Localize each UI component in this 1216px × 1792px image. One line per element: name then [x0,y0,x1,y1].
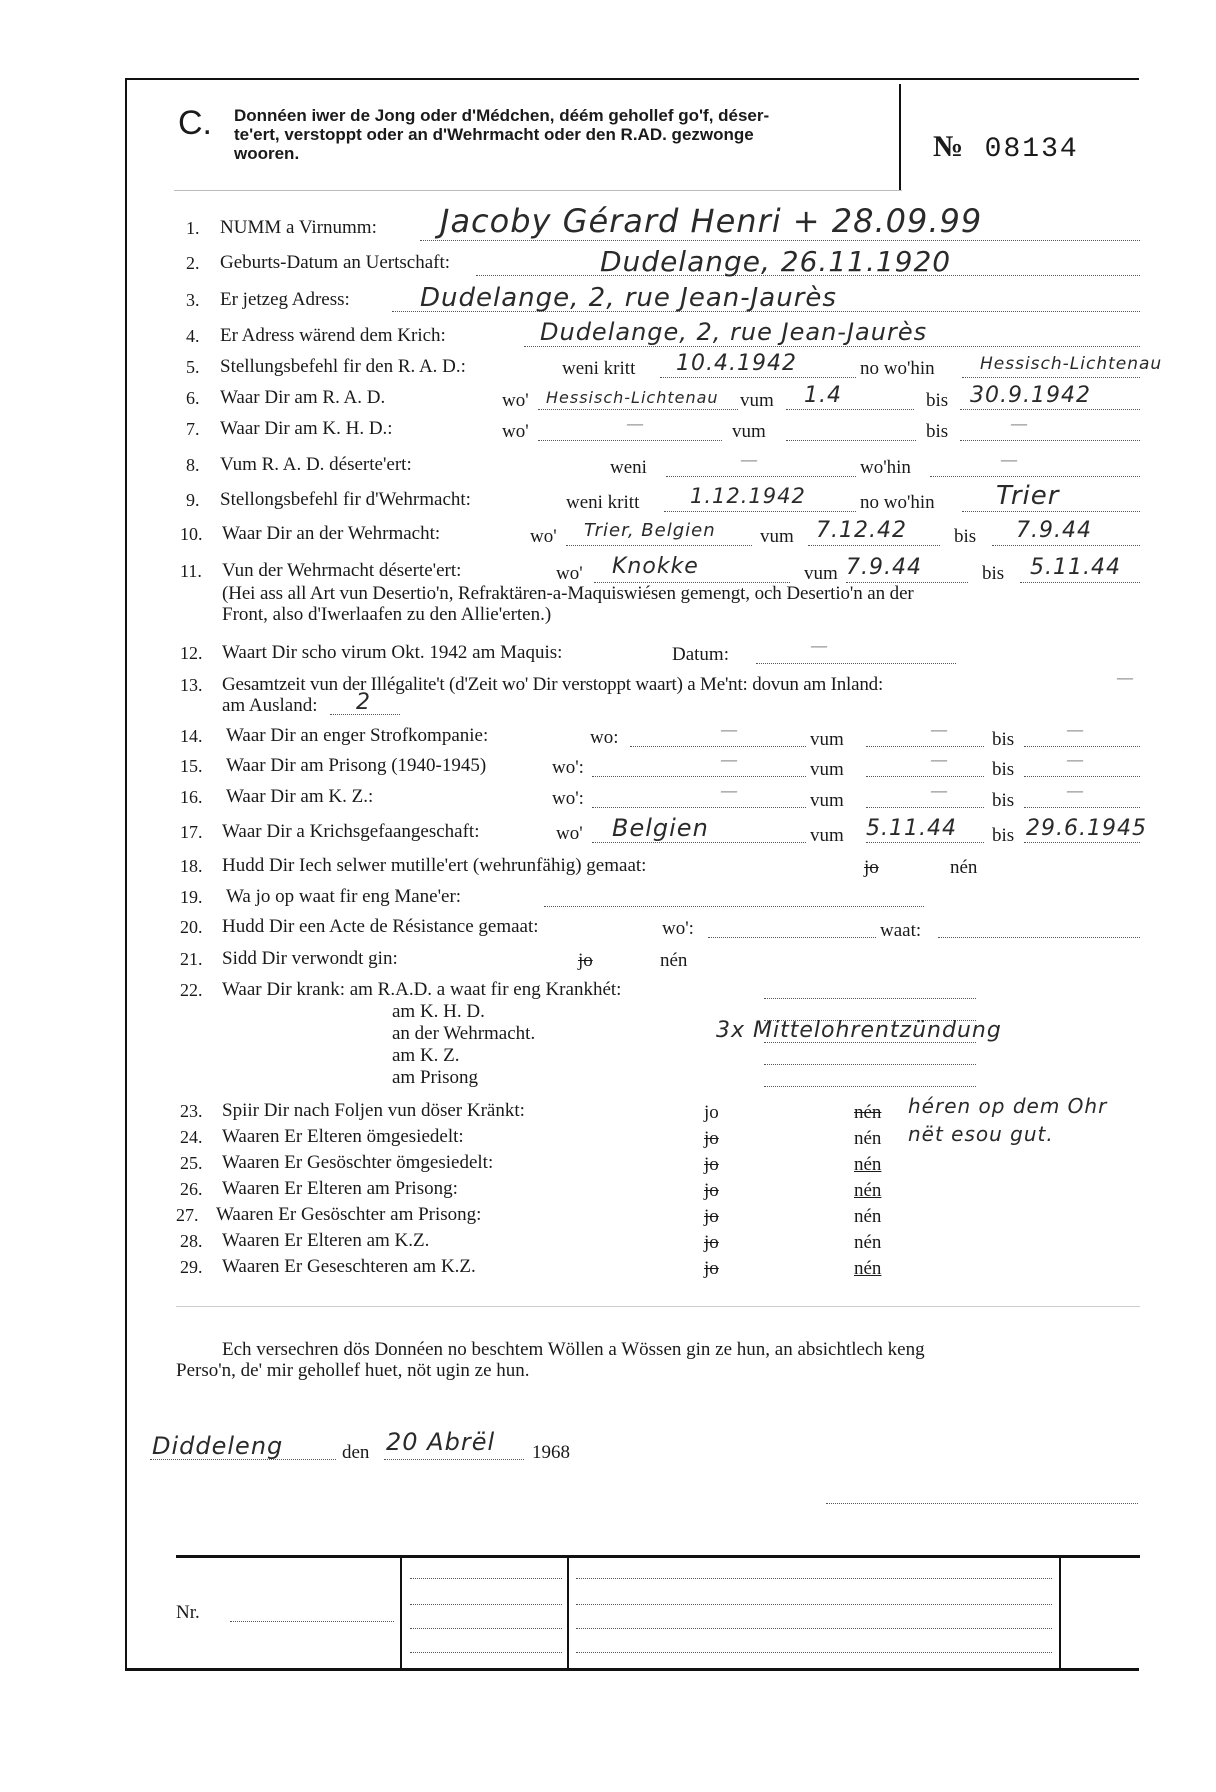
row-dots [566,545,752,546]
row-dots [764,1064,976,1065]
form-number [933,130,1079,165]
option-nen: nén [854,1206,882,1227]
row-label: Vum R. A. D. déserte'ert: [220,454,412,475]
row-number: 20. [180,917,203,937]
row-dots [756,663,956,664]
row-number: 8. [186,455,200,475]
row-number: 12. [180,643,203,663]
field-label: wo': [552,757,584,778]
option-jo: jo [704,1180,719,1201]
option-jo: jo [704,1128,719,1149]
row-number: 22. [180,980,203,1000]
row-number: 1. [186,218,200,238]
field-label: vum [810,759,844,780]
number-sign: № [933,130,964,163]
field-value: Knokke [612,554,699,579]
row-dots [666,476,856,477]
field-value: Belgien [612,814,709,842]
form-frame-bottom [125,1668,1139,1671]
birth-value: Dudelange, 26.11.1920 [600,245,952,278]
row-dots [524,346,1140,347]
row-dots [576,1604,1052,1605]
row-dots [230,1621,394,1622]
field-label: wo' [502,390,529,411]
row-dots [866,807,984,808]
war-address-value: Dudelange, 2, rue Jean-Jaurès [540,318,928,346]
sub-label: am K. H. D. [392,1001,485,1022]
row-label: Stellongsbefehl fir d'Wehrmacht: [220,489,471,510]
field-label: wo' [530,526,557,547]
row-note: héren op dem Ohr [908,1094,1108,1118]
signature-date: 20 Abrël [386,1428,496,1456]
row-dots [544,906,924,907]
field-label: bis [992,790,1015,811]
row-number: 11. [180,561,202,581]
row-dots [764,998,976,999]
row-number: 24. [180,1127,203,1147]
field-value: 30.9.1942 [970,383,1091,408]
row-number: 4. [186,326,200,346]
row-label: Sidd Dir verwondt gin: [222,948,398,969]
field-value: 7.9.44 [1016,518,1092,543]
signature-place: Diddeleng [152,1432,284,1460]
den-label: den [342,1442,370,1463]
row-label: Waaren Er Elteren am K.Z. [222,1230,430,1251]
footer-divider [1059,1558,1061,1668]
number-value: 08134 [984,134,1079,165]
header-divider [899,84,901,190]
field-label: bis [992,825,1015,846]
field-label: vum [732,421,766,442]
field-label: wo' [556,823,583,844]
row-dots [410,1604,562,1605]
row-number: 13. [180,675,203,695]
row-dots [786,440,916,441]
row-label: Waaren Er Geseschteren am K.Z. [222,1256,476,1277]
row-number: 29. [180,1257,203,1277]
field-value: — [1010,414,1029,435]
row-label: Wa jo op waat fir eng Mane'er: [226,886,462,907]
row-label: Waaren Er Gesöschter ömgesiedelt: [222,1152,494,1173]
row-number: 28. [180,1231,203,1251]
row-dots [1024,776,1140,777]
sub-label: am Prisong [392,1067,479,1088]
row-number: 26. [180,1179,203,1199]
row-label: Waar Dir am Prisong (1940-1945) [226,755,487,776]
field-value: 29.6.1945 [1026,816,1147,841]
row-number: 6. [186,388,200,408]
header-title [234,106,769,163]
field-value: — [720,720,739,741]
declaration: Perso'n, de' mir gehollef huet, nöt ugin ze hun. [176,1360,530,1381]
address-value: Dudelange, 2, rue Jean-Jaurès [420,283,837,313]
field-value: 5.11.44 [866,816,957,841]
row-dots [592,842,806,843]
field-label: weni [610,457,647,478]
sub-label: an der Wehrmacht. [392,1023,536,1044]
row-dots [960,440,1140,441]
header-title-line: te'ert, verstoppt oder an d'Wehrmacht oder den R.AD. gezwonge [234,125,754,144]
row-dots [630,746,806,747]
row-label: am Ausland: [222,695,318,716]
field-value: — [740,450,759,471]
row-number: 2. [186,253,200,273]
field-label: no wo'hin [860,358,935,379]
row-dots [660,377,856,378]
row-number: 7. [186,419,200,439]
option-nen: nén [854,1102,882,1123]
option-jo: jo [704,1258,719,1279]
row-label: Geburts-Datum an Uertschaft: [220,252,451,273]
row-number: 21. [180,949,203,969]
field-value: — [1116,668,1135,689]
row-dots [576,1628,1052,1629]
section-letter: C. [178,104,212,142]
row-label: Waar Dir krank: am R.A.D. a waat fir eng Krankhét: [222,979,622,1000]
row-label: Waar Dir am R. A. D. [220,387,386,408]
name-value: Jacoby Gérard Henri + 28.09.99 [440,202,983,240]
field-label: Datum: [672,644,729,665]
field-label: vum [740,390,774,411]
option-jo: jo [704,1206,719,1227]
row-dots [992,545,1140,546]
field-label: bis [982,563,1005,584]
row-dots [708,937,876,938]
header-title-line: Donnéen iwer de Jong oder d'Médchen, déém gehollef go'f, déser- [234,106,770,125]
field-value: — [720,781,739,802]
row-label: NUMM a Virnumm: [220,217,377,238]
option-jo: jo [704,1154,719,1175]
field-value: — [1066,720,1085,741]
option-nen: nén [854,1154,882,1175]
row-label: Hudd Dir een Acte de Résistance gemaat: [222,916,539,937]
declaration: Ech versechren dös Donnéen no beschtem Wöllen a Wössen gin ze hun, an absichtlech keng [222,1339,925,1360]
option-nen: nén [950,857,978,878]
field-label: no wo'hin [860,492,935,513]
field-label: bis [992,759,1015,780]
form-frame [125,78,127,1670]
field-value: 7.9.44 [846,555,922,580]
row-dots [866,842,984,843]
field-label: bis [992,729,1015,750]
row-dots [1020,582,1140,583]
row-number: 10. [180,524,203,544]
row-label: Stellungsbefehl fir den R. A. D.: [220,356,466,377]
field-label: bis [954,526,977,547]
field-value: — [1066,750,1085,771]
field-value: Hessisch-Lichtenau [980,354,1163,374]
row-dots [592,776,806,777]
row-label: Waaren Er Elteren ömgesiedelt: [222,1126,464,1147]
option-nen: nén [854,1180,882,1201]
field-label: bis [926,421,949,442]
row-dots [938,937,1140,938]
row-dots [786,409,914,410]
field-value: 1.12.1942 [690,484,806,508]
row-note: (Hei ass all Art vun Desertio'n, Refraktären-a-Maquiswiésen gemengt, och Desertio'n an der [222,583,914,604]
row-label: Waar Dir an der Wehrmacht: [222,523,441,544]
row-number: 23. [180,1101,203,1121]
row-number: 16. [180,787,203,807]
field-label: wo': [552,788,584,809]
field-value: Trier, Belgien [584,520,716,541]
nr-label: Nr. [176,1602,200,1623]
field-label: vum [760,526,794,547]
row-dots [410,1628,562,1629]
option-jo: jo [704,1232,719,1253]
row-dots [930,476,1140,477]
row-number: 17. [180,822,203,842]
row-note: nët esou gut. [908,1122,1054,1146]
row-number: 27. [176,1205,199,1225]
footer-rule [176,1555,1140,1558]
field-label: bis [926,390,949,411]
row-dots [592,807,806,808]
field-label: wo: [590,727,619,748]
signature-line [826,1503,1138,1504]
row-number: 19. [180,887,203,907]
field-value: 2 [356,690,371,715]
field-value: — [930,781,949,802]
row-label: Waaren Er Elteren am Prisong: [222,1178,458,1199]
row-label: Gesamtzeit vun der Illégalite't (d'Zeit wo' Dir verstoppt waart) a Me'nt: dovun am Inland: [222,674,884,695]
field-label: wo' [556,563,583,584]
field-value: 10.4.1942 [676,351,797,376]
row-dots [576,1652,1052,1653]
field-value: — [930,750,949,771]
field-value: 1.4 [804,383,842,408]
field-value: — [1066,781,1085,802]
field-value: Trier [996,481,1060,511]
row-dots [538,409,738,410]
option-jo: jo [578,950,593,971]
row-dots [576,1578,1052,1579]
row-label: Spiir Dir nach Foljen vun döser Kränkt: [222,1100,525,1121]
field-label: weni kritt [566,492,640,513]
footer-divider [567,1558,569,1668]
row-label: Waar Dir am K. H. D.: [220,418,393,439]
row-dots [538,440,722,441]
row-dots [150,1459,336,1460]
row-label: Waar Dir an enger Strofkompanie: [226,725,489,746]
row-label: Vun der Wehrmacht déserte'ert: [222,560,462,581]
row-dots [1024,746,1140,747]
option-nen: nén [854,1128,882,1149]
field-value: Hessisch-Lichtenau [546,388,719,407]
row-dots [866,776,984,777]
section-separator [176,1306,1140,1307]
field-value: 7.12.42 [816,518,907,543]
row-label: Waart Dir scho virum Okt. 1942 am Maquis: [222,642,563,663]
row-dots [420,240,1140,241]
row-label: Er Adress wärend dem Krich: [220,325,446,346]
row-dots [962,377,1140,378]
field-label: vum [804,563,838,584]
field-value: — [720,750,739,771]
row-note: Front, also d'Iwerlaafen zu den Allie'erten.) [222,604,552,625]
row-dots [1024,807,1140,808]
option-jo: jo [864,857,879,878]
field-label: weni kritt [562,358,636,379]
field-label: vum [810,790,844,811]
row-dots [962,511,1140,512]
row-number: 5. [186,357,200,377]
field-value: — [626,414,645,435]
field-value: — [930,720,949,741]
row-dots [808,545,940,546]
row-number: 14. [180,726,203,746]
field-value: — [1000,450,1019,471]
row-number: 18. [180,856,203,876]
row-label: Hudd Dir Iech selwer mutille'ert (wehrunfähig) gemaat: [222,855,647,876]
footer-divider [400,1558,402,1668]
field-label: vum [810,729,844,750]
row-label: Waaren Er Gesöschter am Prisong: [216,1204,482,1225]
field-label: vum [810,825,844,846]
row-dots [410,1578,562,1579]
row-dots [1024,842,1140,843]
illness-value: 3x Mittelohrentzündung [716,1018,1002,1043]
row-dots [384,1459,524,1460]
header-title-line: wooren. [234,144,300,163]
signature-year: 1968 [532,1442,570,1463]
option-nen: nén [854,1232,882,1253]
row-number: 9. [186,490,200,510]
row-dots [960,409,1140,410]
field-value: — [810,636,829,657]
form-frame-top [125,78,1139,80]
row-dots [664,511,856,512]
field-label: waat: [880,920,922,941]
option-nen: nén [660,950,688,971]
field-label: wo': [662,918,694,939]
row-label: Waar Dir a Krichsgefaangeschaft: [222,821,480,842]
field-label: wo'hin [860,457,911,478]
row-number: 25. [180,1153,203,1173]
row-number: 3. [186,290,200,310]
row-number: 15. [180,756,203,776]
option-nen: nén [854,1258,882,1279]
sub-label: am K. Z. [392,1045,460,1066]
row-dots [866,746,984,747]
row-label: Waar Dir am K. Z.: [226,786,374,807]
option-jo: jo [704,1102,719,1123]
field-label: wo' [502,421,529,442]
header-bottom-rule [174,190,902,191]
row-dots [410,1652,562,1653]
row-dots [764,1086,976,1087]
row-label: Er jetzeg Adress: [220,289,350,310]
field-value: 5.11.44 [1030,555,1121,580]
